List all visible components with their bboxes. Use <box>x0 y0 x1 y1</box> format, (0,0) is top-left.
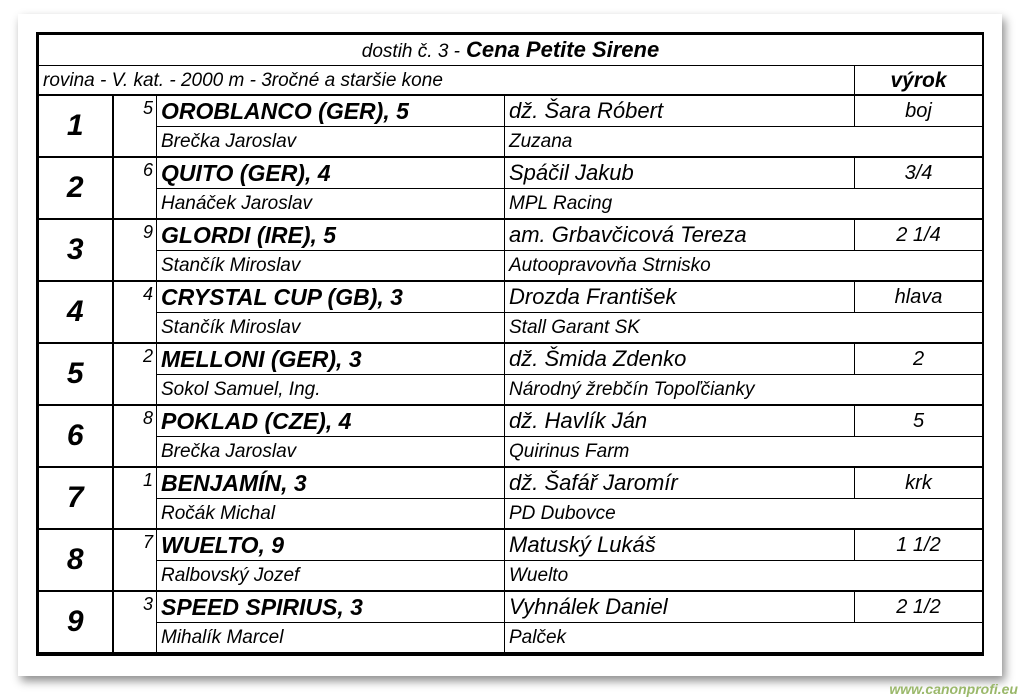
start-number: 6 <box>113 157 157 219</box>
result-detail-row <box>39 375 983 406</box>
finish-position: 4 <box>39 281 113 343</box>
trainer-name: Stančík Miroslav <box>157 251 505 282</box>
margin-value: 2 1/2 <box>855 591 983 623</box>
result-detail-row <box>39 189 983 220</box>
owner-name: Zuzana <box>505 127 983 158</box>
result-detail-row <box>39 623 983 654</box>
owner-name: Národný žrebčín Topoľčianky <box>505 375 983 406</box>
start-number: 4 <box>113 281 157 343</box>
start-number: 2 <box>113 343 157 405</box>
start-number: 3 <box>113 591 157 653</box>
owner-name: Wuelto <box>505 561 983 592</box>
result-row <box>39 281 983 313</box>
result-detail-row <box>39 127 983 158</box>
finish-position: 2 <box>39 157 113 219</box>
result-row <box>39 157 983 189</box>
race-number-label: dostih č. 3 - <box>361 41 461 62</box>
trainer-name: Brečka Jaroslav <box>157 127 505 158</box>
result-row <box>39 95 983 127</box>
margin-value: boj <box>855 95 983 127</box>
margin-value: krk <box>855 467 983 499</box>
owner-name: PD Dubovce <box>505 499 983 530</box>
finish-position: 6 <box>39 405 113 467</box>
watermark: www.canonprofi.eu <box>889 681 1018 697</box>
jockey-name: Matuský Lukáš <box>505 529 855 561</box>
start-number: 8 <box>113 405 157 467</box>
result-row <box>39 405 983 437</box>
trainer-name: Stančík Miroslav <box>157 313 505 344</box>
margin-value: hlava <box>855 281 983 313</box>
result-detail-row <box>39 251 983 282</box>
race-name: Cena Petite Sirene <box>466 37 660 62</box>
horse-name: WUELTO, 9 <box>157 529 505 561</box>
race-info-row <box>39 66 983 96</box>
horse-name: MELLONI (GER), 3 <box>157 343 505 375</box>
owner-name: Stall Garant SK <box>505 313 983 344</box>
finish-position: 3 <box>39 219 113 281</box>
trainer-name: Hanáček Jaroslav <box>157 189 505 220</box>
owner-name: Palček <box>505 623 983 654</box>
jockey-name: Vyhnálek Daniel <box>505 591 855 623</box>
start-number: 1 <box>113 467 157 529</box>
start-number: 5 <box>113 95 157 157</box>
jockey-name: dž. Šara Róbert <box>505 95 855 127</box>
results-table <box>38 34 983 654</box>
race-title-row <box>39 35 983 66</box>
owner-name: Autoopravovňa Strnisko <box>505 251 983 282</box>
result-detail-row <box>39 561 983 592</box>
margin-header: výrok <box>855 66 983 96</box>
margin-value: 1 1/2 <box>855 529 983 561</box>
trainer-name: Ročák Michal <box>157 499 505 530</box>
margin-value: 2 1/4 <box>855 219 983 251</box>
jockey-name: dž. Šafář Jaromír <box>505 467 855 499</box>
trainer-name: Ralbovský Jozef <box>157 561 505 592</box>
horse-name: CRYSTAL CUP (GB), 3 <box>157 281 505 313</box>
margin-value: 5 <box>855 405 983 437</box>
finish-position: 1 <box>39 95 113 157</box>
trainer-name: Mihalík Marcel <box>157 623 505 654</box>
trainer-name: Brečka Jaroslav <box>157 437 505 468</box>
finish-position: 5 <box>39 343 113 405</box>
race-title <box>39 35 983 66</box>
horse-name: SPEED SPIRIUS, 3 <box>157 591 505 623</box>
result-detail-row <box>39 437 983 468</box>
trainer-name: Sokol Samuel, Ing. <box>157 375 505 406</box>
jockey-name: am. Grbavčicová Tereza <box>505 219 855 251</box>
race-conditions: rovina - V. kat. - 2000 m - 3ročné a staršie kone <box>39 66 855 96</box>
result-row <box>39 591 983 623</box>
start-number: 9 <box>113 219 157 281</box>
result-row <box>39 467 983 499</box>
result-row <box>39 219 983 251</box>
horse-name: GLORDI (IRE), 5 <box>157 219 505 251</box>
jockey-name: dž. Šmida Zdenko <box>505 343 855 375</box>
margin-value: 3/4 <box>855 157 983 189</box>
finish-position: 7 <box>39 467 113 529</box>
start-number: 7 <box>113 529 157 591</box>
result-row <box>39 529 983 561</box>
jockey-name: dž. Havlík Ján <box>505 405 855 437</box>
horse-name: BENJAMÍN, 3 <box>157 467 505 499</box>
finish-position: 9 <box>39 591 113 653</box>
owner-name: MPL Racing <box>505 189 983 220</box>
horse-name: OROBLANCO (GER), 5 <box>157 95 505 127</box>
jockey-name: Spáčil Jakub <box>505 157 855 189</box>
jockey-name: Drozda František <box>505 281 855 313</box>
owner-name: Quirinus Farm <box>505 437 983 468</box>
margin-value: 2 <box>855 343 983 375</box>
finish-position: 8 <box>39 529 113 591</box>
result-detail-row <box>39 313 983 344</box>
horse-name: POKLAD (CZE), 4 <box>157 405 505 437</box>
result-detail-row <box>39 499 983 530</box>
results-card <box>18 14 1002 676</box>
horse-name: QUITO (GER), 4 <box>157 157 505 189</box>
result-row <box>39 343 983 375</box>
results-sheet <box>36 32 984 656</box>
